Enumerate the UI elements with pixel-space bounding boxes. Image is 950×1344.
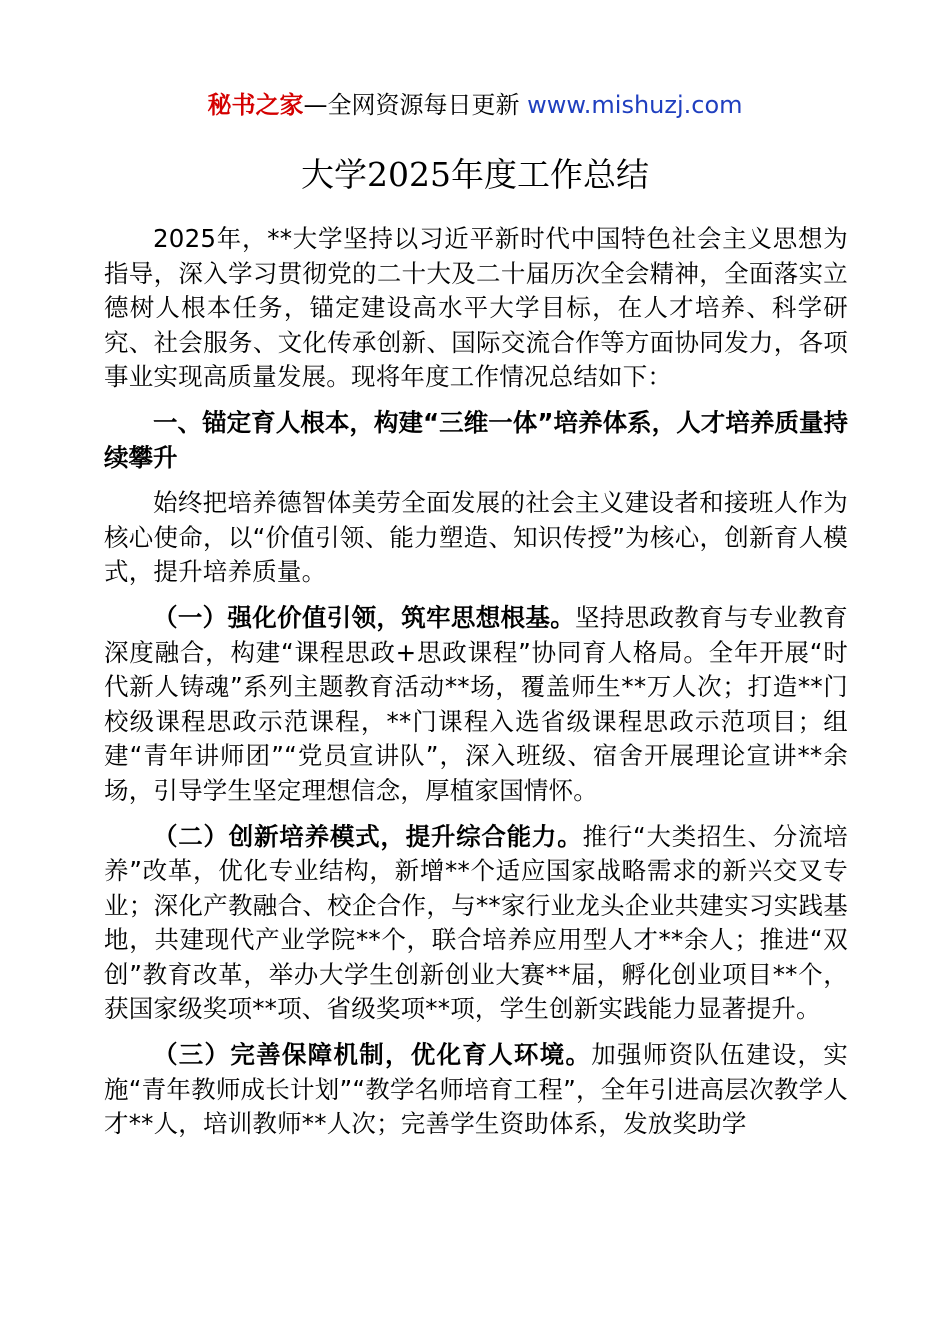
document-body	[104, 222, 848, 1153]
item-3-text: 加强师资队伍建设，实施“青年教师成长计划”“教学名师培育工程”，全年引进高层次教学人才**人，培训教师**人次；完善学生资助体系，发放奖助学	[104, 1040, 849, 1139]
item-2-text: 推行“大类招生、分流培养”改革，优化专业结构，新增**个适应国家战略需求的新兴交叉专业；深化产教融合、校企合作，与**家行业龙头企业共建实习实践基地，共建现代产业学院**个，联合培养应用型人才**余人；推进“双创”教育改革，举办大学生创新创业大赛**届，孵化创业项目**个，获国家级奖项**项、省级奖项**项，学生创新实践能力显著提升。	[104, 821, 848, 1024]
site-name: 秘书之家	[207, 91, 304, 119]
site-url-link[interactable]: www.mishuzj.com	[527, 91, 743, 119]
document-title: 大学2025年度工作总结	[301, 155, 649, 194]
section-1-item-2	[104, 820, 848, 1028]
section-1-item-3	[104, 1038, 848, 1142]
site-tagline: —全网资源每日更新	[303, 91, 528, 119]
item-3-lead: （三）完善保障机制，优化育人环境。	[153, 1040, 592, 1070]
item-2-lead: （二）创新培养模式，提升综合能力。	[153, 821, 583, 851]
section-1-item-1	[104, 601, 848, 809]
intro-paragraph: 2025年，**大学坚持以习近平新时代中国特色社会主义思想为指导，深入学习贯彻党的二十大及二十届历次全会精神，全面落实立德树人根本任务，锚定建设高水平大学目标，在人才培养、科学研究、社会服务、文化传承创新、国际交流合作等方面协同发力，各项事业实现高质量发展。现将年度工作情况总结如下：	[104, 224, 848, 392]
site-header	[0, 88, 950, 122]
item-1-lead: （一）强化价值引领，筑牢思想根基。	[153, 602, 576, 632]
item-1-text: 坚持思政教育与专业教育深度融合，构建“课程思政+思政课程”协同育人格局。全年开展“时代新人铸魂”系列主题教育活动**场，覆盖师生**万人次；打造**门校级课程思政示范课程，**门课程入选省级课程思政示范项目；组建“青年讲师团”“党员宣讲队”，深入班级、宿舍开展理论宣讲**余场，引导学生坚定理想信念，厚植家国情怀。	[104, 602, 849, 805]
section-1-intro: 始终把培养德智体美劳全面发展的社会主义建设者和接班人作为核心使命，以“价值引领、能力塑造、知识传授”为核心，创新育人模式，提升培养质量。	[104, 488, 848, 587]
section-1-heading: 一、锚定育人根本，构建“三维一体”培养体系，人才培养质量持续攀升	[104, 407, 848, 472]
